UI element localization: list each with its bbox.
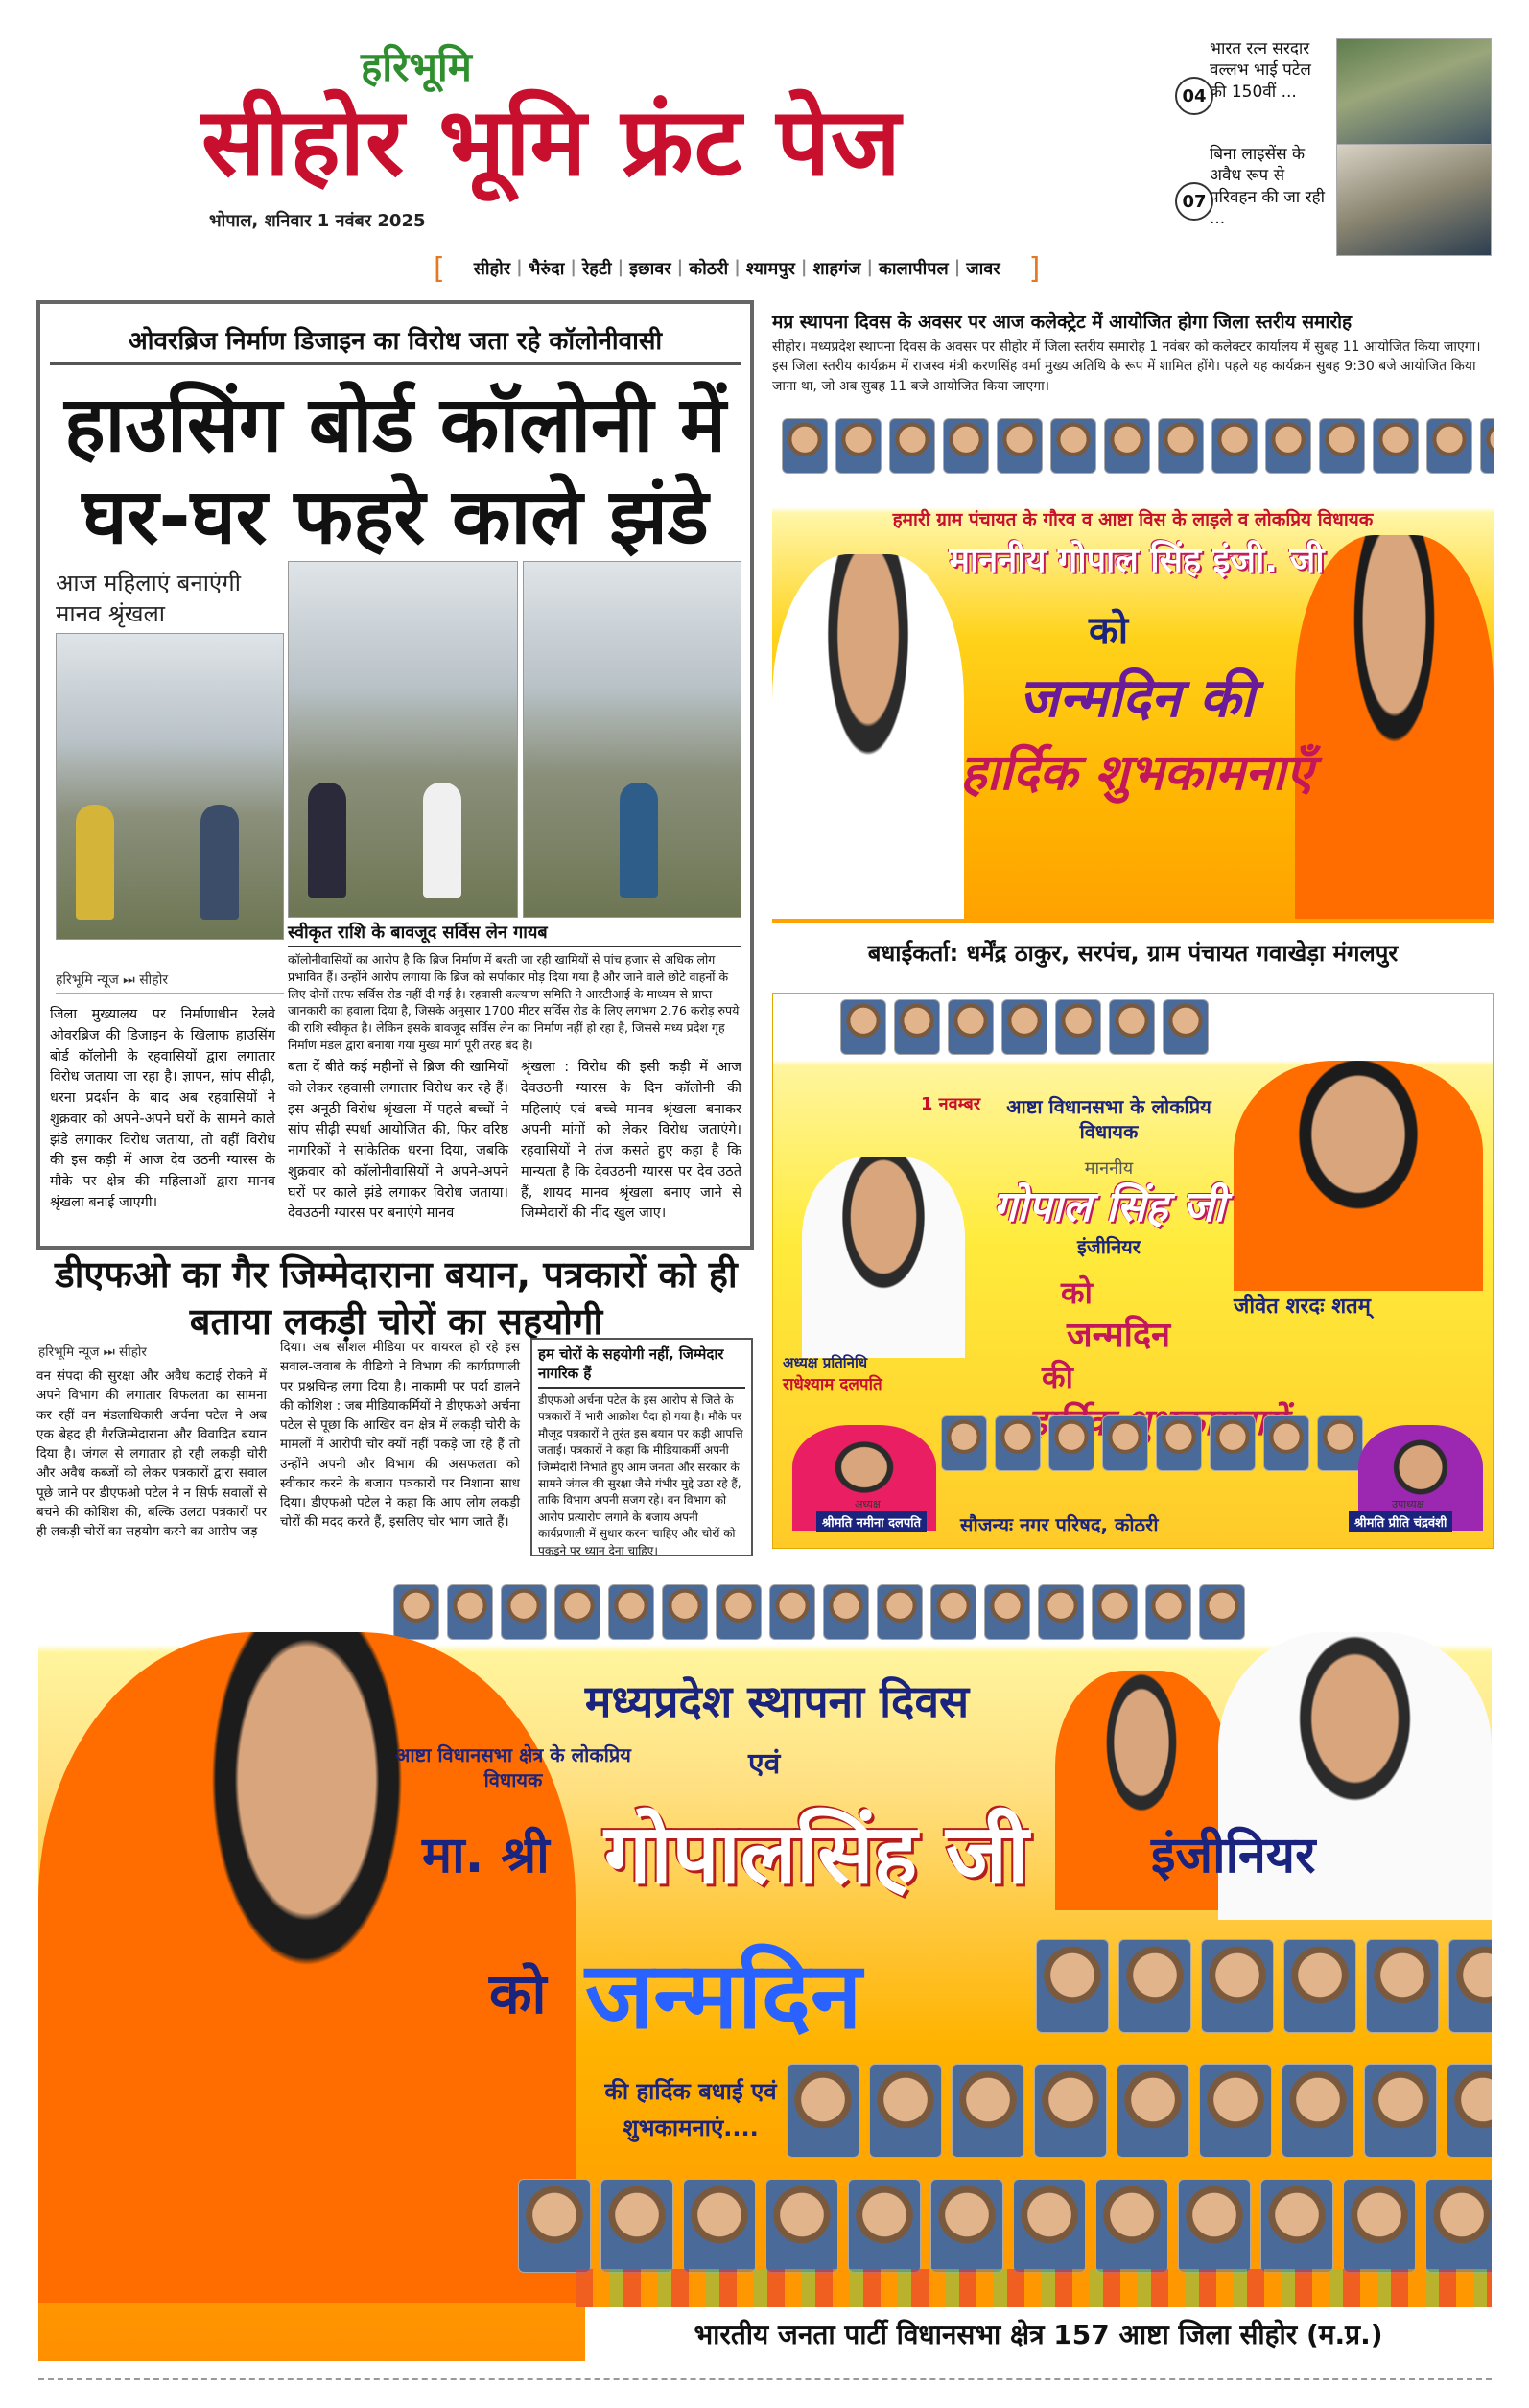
ad-honorific: माननीय (1084, 1158, 1134, 1179)
story2-headline[interactable]: डीएफओ का गैर जिम्मेदाराना बयान, पत्रकारों को ही बताया लकड़ी चोरों का सहयोगी (55, 1253, 738, 1344)
story-headline[interactable]: हाउसिंग बोर्ड कॉलोनी में घर-घर फहरे काले झंडे (64, 380, 726, 561)
ad-date: 1 नवम्बर (920, 1094, 981, 1114)
caption-text: कॉलोनीवासियों का आरोप है कि ब्रिज निर्माण में बरती जा रही खामियों से पांच हजार से अधिक लोग प्रभावित हैं। उन्होंने आरोप लगाया कि ब्रिज को सर्पाकार मोड़ दिया गया है और जाने वाले छोटे वाहनों के लिए दोनों तरफ सर्विस रोड नहीं दी गई है। रहवासी कल्याण समिति ने आरटीआई के माध्यम से प्राप्त जानकारी का हवाला दिया है, जिसके अनुसार 1700 मीटर सर्विस रोड के लिए लगभग 2.76 करोड़ रुपये की राशि स्वीकृत है। लेकिन इसके बावजूद सर्विस लेन का निर्माण नहीं हो रहा है, जिससे मध्य प्रदेश गृह निर्माण मंडल द्वारा बनाया गया मुख्य मार्ग पूरी तरह बंद है। (288, 952, 740, 1052)
ad-honoree-name: गोपाल सिंह जी (993, 1182, 1225, 1231)
vice-president-name: श्रीमति प्रीति चंद्रवंशी (1349, 1511, 1452, 1532)
birthday-ad-1[interactable] (772, 410, 1494, 981)
ad-ko: को (489, 1961, 547, 2026)
story-photo-2 (288, 561, 518, 918)
birthday-ad-3[interactable] (38, 1565, 1492, 2361)
ad-wishes-text: शुभकामनायें (1125, 1401, 1286, 1443)
ad-honoree-name: माननीय गोपाल सिंह इंजी. जी (949, 541, 1325, 580)
ad-tagline: आष्टा विधानसभा के लोकप्रिय विधायक (1006, 1095, 1211, 1143)
inset-title: हम चोरों के सहयोगी नहीं, जिम्मेदार नागरिक हैं (538, 1345, 745, 1389)
location-list (445, 257, 1029, 280)
story2-column-1: वन संपदा की सुरक्षा और अवैध कटाई रोकने में अपने विभाग की लगातार विफलता का सामना कर रहीं वन मंडलाधिकारी अर्चना पटेल ने अब एक बेहद ही गैरजिम्मेदाराना और विवादित बयान दिया है। जंगल से लगातार हो रही लकड़ी चोरी और अवैध कब्जों को लेकर पत्रकारों द्वारा सवाल पूछे जाने पर डीएफओ पटेल ने न सिर्फ सवालों से बचने की कोशिश की, बल्कि उलटा पत्रकारों पर ही लकड़ी चोरों का सहयोग करने का आरोप जड़ (36, 1368, 267, 1539)
ad-ko: को (1061, 1274, 1093, 1311)
location-link[interactable]: जावर (966, 259, 1000, 279)
councillor-photo-row-1 (941, 1415, 1363, 1471)
location-separator: | (676, 257, 684, 277)
page-number-badge: 04 (1175, 77, 1213, 115)
supporter-photo-row-2 (787, 2064, 1492, 2158)
ad-ko: को (1089, 609, 1129, 653)
page-number-badge: 07 (1175, 182, 1213, 221)
ad-tagline: आष्टा विधानसभा क्षेत्र के लोकप्रिय विधायक (395, 1743, 631, 1791)
photo-caption (288, 921, 741, 1055)
mla-photo (1295, 535, 1494, 919)
location-link[interactable]: श्यामपुर (745, 259, 795, 279)
ad-sponsor-credit: सौजन्यः नगर परिषद, कोठरी (960, 1513, 1159, 1536)
ad-sponsor-credit: बधाईकर्ता: धर्मेंद्र ठाकुर, सरपंच, ग्राम पंचायत गवाखेड़ा मंगलपुर (772, 923, 1494, 981)
location-link[interactable]: कोठरी (689, 259, 729, 279)
ad-honorific: मा. श्री (422, 1827, 550, 1884)
location-link[interactable]: शाहगंज (812, 259, 861, 279)
ad-blessing: जीवेत शरदः शतम् (1234, 1295, 1371, 1319)
bracket-left-icon: [ (434, 251, 445, 286)
caption-title: स्वीकृत राशि के बावजूद सर्विस लेन गायब (288, 921, 741, 947)
teaser-text: भारत रत्न सरदार वल्लभ भाई पटेल की 150वीं ... (1210, 39, 1311, 102)
story2-inset-box (530, 1338, 753, 1556)
rep-name: राधेश्याम दलपति (783, 1375, 882, 1394)
story2-column-2: दिया। अब सोशल मीडिया पर वायरल हो रहे इस सवाल-जवाब के वीडियो ने विभाग की कार्यप्रणाली पर प्रश्नचिन्ह लगा दिया है। नाकामी पर पर्दा डालने की कोशिश : जब मीडियाकर्मियों ने डीएफओ अर्चना पटेल से पूछा कि आखिर वन क्षेत्र में लकड़ी चोरी के मामलों में आरोपी चोर क्यों नहीं पकड़े जा रहे हैं तो उन्होंने अपनी और विभाग की असफलता को स्वीकार करने के बजाय पत्रकारों पर निशाना साध दिया। डीएफओ पटेल ने कहा कि आप लोग लकड़ी चोरों की मदद करते हैं, इसलिए चोर भाग जाते हैं। (280, 1340, 520, 1531)
location-bar (434, 251, 1489, 286)
story-column-1: जिला मुख्यालय पर निर्माणाधीन रेलवे ओवरब्रिज की डिजाइन के खिलाफ हाउसिंग बोर्ड कॉलोनी के रहवासियों द्वारा लगातार विरोध जताया जा रहा है। ज्ञापन, सांप सीढ़ी, धरना प्रदर्शन के बाद अब रहवासियों ने शुक्रवार को अपने-अपने घरों के सामने काले झंडे लगाकर विरोध जताया, तो वहीं विरोध की इस कड़ी में आज देव उठनी ग्यारस के मौके पर क्षेत्र की महिलाओं द्वारा मानव श्रृंखला बनाई जाएगी। (50, 1007, 275, 1210)
story-photo-3 (523, 561, 741, 918)
dateline: भोपाल, शनिवार 1 नवंबर 2025 (209, 211, 426, 231)
ad-wishes-text: हार्दिक शुभकामनाएँ (960, 744, 1313, 802)
teaser-photo (1336, 144, 1492, 256)
supporter-photo-row-3 (518, 2179, 1492, 2273)
president-role: अध्यक्ष (855, 1498, 881, 1510)
ad-birthday-text: जन्मदिन (1066, 1316, 1171, 1355)
teaser-text: बिना लाइसेंस के अवैध रूप से परिवहन की जा रही ... (1210, 145, 1325, 229)
ad-sponsor-credit: भारतीय जनता पार्टी विधानसभा क्षेत्र 157 आष्टा जिला सीहोर (म.प्र.) (585, 2307, 1492, 2361)
brand-logo: हरिभूमि (361, 43, 472, 90)
location-separator: | (734, 257, 741, 277)
notice-body: सीहोर। मध्यप्रदेश स्थापना दिवस के अवसर पर सीहोर में जिला स्तरीय समारोह 1 नवंबर को कलेक्टर कार्यालय में सुबह 11 आयोजित किया जाएगा। इस जिला स्तरीय कार्यक्रम में राजस्व मंत्री करणसिंह वर्मा मुख्य अतिथि के रूप में शामिल होंगे। पहले यह कार्यक्रम सुबह 9:30 बजे आयोजित किया जाना था, जो अब सुबह 11 बजे आयोजित किया जाएगा। (772, 339, 1481, 394)
ad-and: एवं (748, 1747, 781, 1781)
location-separator: | (800, 257, 808, 277)
location-link[interactable]: सीहोर (473, 259, 511, 279)
ad-title: इंजीनियर (1151, 1827, 1316, 1884)
location-separator: | (953, 257, 961, 277)
teaser-1[interactable] (1175, 38, 1492, 153)
ad-tagline: हमारी ग्राम पंचायत के गौरव व आष्टा विस के लाड़ले व लोकप्रिय विधायक (892, 509, 1374, 530)
location-separator: | (570, 257, 576, 277)
teaser-photo (1336, 38, 1492, 151)
story-kicker: ओवरब्रिज निर्माण डिजाइन का विरोध जता रहे कॉलोनीवासी (50, 322, 741, 365)
bracket-right-icon: ] (1028, 251, 1041, 286)
leader-photo-strip (782, 418, 1494, 474)
ad-wishes-text: की हार्दिक बधाई एवं शुभकामनाएं.... (604, 2078, 777, 2142)
story-subhead: आज महिलाएं बनाएंगी मानव श्रृंखला (56, 570, 241, 628)
representative-photo (802, 1157, 965, 1358)
ad-title: इंजीनियर (1077, 1235, 1141, 1258)
story-column-2: बता दें बीते कई महीनों से ब्रिज की खामियों को लेकर रहवासी लगातार विरोध कर रहे हैं। इस अनूठी विरोध श्रृंखला में पहले बच्चों ने सांप सीढ़ी स्पर्धा आयोजित की, फिर वरिष्ठ नागरिकों ने सांकेतिक धरना दिया, जबकि शुक्रवार को कॉलोनीवासियों ने अपने-अपने घरों पर काले झंडे लगाकर विरोध जताया। देवउठनी ग्यारस पर बनाएंगे मानव (288, 1060, 508, 1222)
notice-headline[interactable]: मप्र स्थापना दिवस के अवसर पर आज कलेक्ट्रेट में आयोजित होगा जिला स्तरीय समारोह (772, 312, 1353, 333)
location-separator: | (516, 257, 523, 277)
teaser-2[interactable] (1175, 144, 1492, 259)
page-title: सीहोर भूमि फ्रंट पेज (201, 88, 902, 198)
leader-photo-strip (393, 1584, 1245, 1640)
story-photo-1 (56, 633, 284, 940)
location-link[interactable]: इछावर (629, 259, 671, 279)
sponsor-photo (772, 554, 964, 919)
leader-photo-strip (840, 999, 1209, 1055)
ad-birthday-text: जन्मदिन (585, 1942, 862, 2049)
inset-text: डीएफओ अर्चना पटेल के इस आरोप से जिले के पत्रकारों में भारी आक्रोश पैदा हो गया है। मौके पर मौजूद पत्रकारों ने तुरंत इस बयान पर कड़ी आपत्ति जताई। पत्रकारों ने कहा कि मीडियाकर्मी अपनी जिम्मेदारी निभाते हुए आम जनता और सरकार के सामने जंगल की सुरक्षा जैसे गंभीर मुद्दे उठा रहे हैं, ताकि विभाग अपनी सजग रहे। वन विभाग को आरोप प्रत्यारोप लगाने के बजाय अपनी कार्यप्रणाली में सुधार करना चाहिए और चोरों को पकड़ने पर ध्यान देना चाहिए। (538, 1393, 743, 1557)
rep-role: अध्यक्ष प्रतिनिधि (783, 1354, 868, 1371)
story2-byline: हरिभूमि न्यूज ⏭ सीहोर (38, 1344, 147, 1360)
story-byline: हरिभूमि न्यूज ⏭ सीहोर (56, 970, 284, 994)
location-link[interactable]: रेहटी (581, 259, 612, 279)
birthday-ad-2[interactable] (772, 993, 1494, 1549)
supporter-photo-row-1 (1036, 1939, 1492, 2033)
location-link[interactable]: भैरुंदा (528, 259, 565, 279)
ad-ki: की (1042, 1359, 1073, 1395)
ad-honoree-name: गोपालसिंह जी (604, 1807, 1029, 1903)
page-divider (38, 2378, 1492, 2380)
ad-birthday-text: जन्मदिन की (1019, 667, 1255, 730)
president-name: श्रीमति नमीना दलपति (816, 1511, 927, 1532)
ad-headline: मध्यप्रदेश स्थापना दिवस (584, 1675, 970, 1727)
location-link[interactable]: कालापीपल (879, 259, 949, 279)
location-separator: | (617, 257, 624, 277)
story-column-3: श्रृंखला : विरोध की इसी कड़ी में आज देवउठनी ग्यारस के दिन कॉलोनी की महिलाएं एवं बच्चे मानव श्रृंखला बनाकर अपनी मांगों को लेकर विरोध जताएंगे। रहवासियों ने तंज कसते हुए कहा है कि मान्यता है कि देवउठनी ग्यारस पर देव उठते हैं, शायद मानव श्रृंखला बनाए जाने से जिम्मेदारों की नींद खुल जाए। (521, 1060, 741, 1222)
flower-border (576, 2269, 1492, 2307)
location-separator: | (866, 257, 874, 277)
vice-president-role: उपाध्यक्ष (1392, 1498, 1424, 1510)
